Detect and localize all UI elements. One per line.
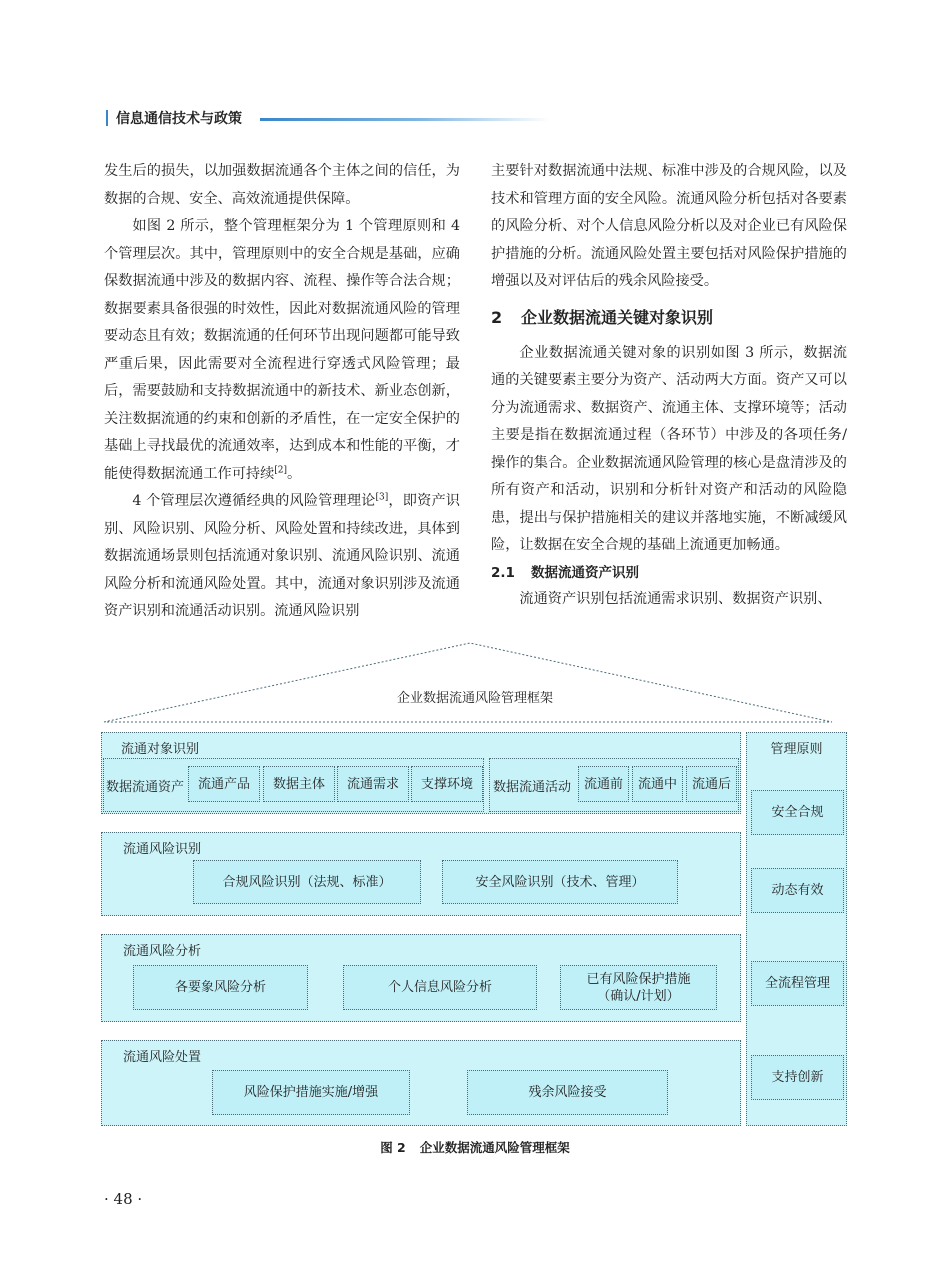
roof-title: 企业数据流通风险管理框架 [396,691,553,706]
paragraph-text: 如图 2 所示，整个管理框架分为 1 个管理原则和 4 个管理层次。其中，管理原则中的安全合规是基础，应确保数据流通中涉及的数据内容、流程、操作等合法合规；数据要素具备很强的时效性，因此对数据流通风险的管理要动态且有效；数据流通的任何环节出现问题都可能导致严重后果，因此需要对全流程进行穿透式风险管理；最后，需要鼓励和支持数据流通中的新技术、新业态创新，关注数据流通的约束和创新的矛盾性，在一定安全保护的基础上寻找最优的流通效率，达到成本和性能的平衡，才能使得数据流通工作可持续 [104,218,460,482]
paragraph-text: 4 个管理层次遵循经典的风险管理理论 [132,493,376,509]
activity-item: 流通中 [632,766,683,802]
layer-title: 流通对象识别 [121,742,200,757]
risk-treatment-item: 残余风险接受 [467,1070,668,1115]
section-title: 企业数据流通关键对象识别 [521,307,714,327]
activity-item: 流通前 [578,766,629,802]
subsection-title: 数据流通资产识别 [531,564,639,581]
risk-identification-item: 安全风险识别（技术、管理） [442,860,678,904]
risk-identification-item: 合规风险识别（法规、标准） [193,860,421,904]
activity-group-label: 数据流通活动 [493,780,572,795]
risk-analysis-item: 各要象风险分析 [133,965,308,1010]
page-number: · 48 · [104,1190,143,1208]
asset-item: 流通需求 [337,766,409,802]
layer-title: 流通风险处置 [123,1050,202,1065]
risk-analysis-item: 个人信息风险分析 [343,965,537,1010]
asset-group-label: 数据流通资产 [106,780,185,795]
paragraph: 流通资产识别包括流通需求识别、数据资产识别、 [519,590,832,607]
paragraph: 主要针对数据流通中法规、标准中涉及的合规风险，以及技术和管理方面的安全风险。流通风险分析包括对各要素的风险分析、对个人信息风险分析以及对企业已有风险保护措施的分析。流通风险处置主要包括对风险保护措施的增强以及对评估后的残余风险接受。 [491,163,847,289]
layer-title: 流通风险识别 [123,842,202,857]
paragraph: 发生后的损失，以加强数据流通各个主体之间的信任，为数据的合规、安全、高效流通提供保障。 [104,163,460,207]
activity-item: 流通后 [686,766,737,802]
layer-title: 流通风险分析 [123,944,202,959]
asset-item: 流通产品 [188,766,260,802]
caption-number: 图 2 [380,1140,406,1155]
figure-caption [0,1138,950,1156]
principle-item: 动态有效 [751,868,844,913]
item-line: 已有风险保护措施 [586,971,691,987]
caption-text: 企业数据流通风险管理框架 [419,1140,570,1155]
journal-title: 信息通信技术与政策 [116,111,242,127]
risk-treatment-item: 风险保护措施实施/增强 [212,1070,410,1115]
risk-analysis-item [560,965,717,1010]
citation: [3] [375,492,389,503]
paragraph: 企业数据流通关键对象的识别如图 3 所示，数据流通的关键要素主要分为资产、活动两大方面。资产又可以分为流通需求、数据资产、流通主体、支撑环境等；活动主要是指在数据流通过程（各环节）中涉及的各项任务/操作的集合。企业数据流通风险管理的核心是盘清涉及的所有资产和活动，识别和分析针对资产和活动的风险隐患，提出与保护措施相关的建议并落地实施，不断减缓风险，让数据在安全合规的基础上流通更加畅通。 [491,344,847,553]
subsection-number: 2.1 [491,564,515,581]
paragraph-text: ，即资产识别、风险识别、风险分析、风险处置和持续改进，具体到数据流通场景则包括流通对象识别、流通风险识别、流通风险分析和流通风险处置。其中，流通对象识别涉及流通资产识别和流通活动识别。流通风险识别 [104,493,460,619]
citation: [2] [274,464,288,475]
item-line: （确认/计划） [597,988,680,1004]
asset-item: 数据主体 [263,766,335,802]
paragraph-text: 。 [287,465,302,482]
principles-title: 管理原则 [770,742,823,757]
section-number: 2 [491,307,503,327]
asset-item: 支撑环境 [411,766,483,802]
principle-item: 支持创新 [751,1055,844,1100]
principle-item: 全流程管理 [751,961,844,1006]
principle-item: 安全合规 [751,790,844,835]
